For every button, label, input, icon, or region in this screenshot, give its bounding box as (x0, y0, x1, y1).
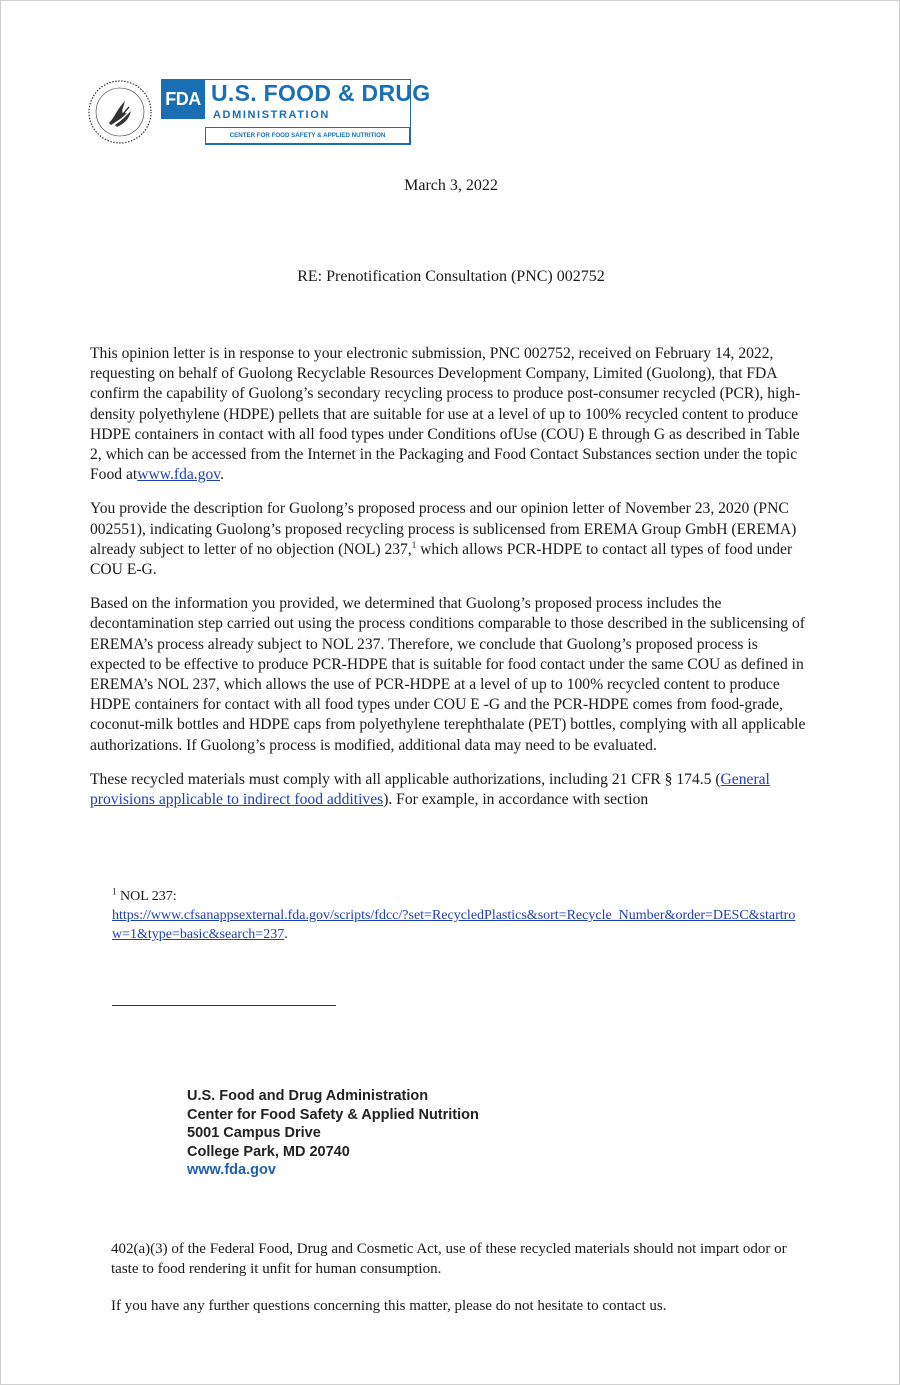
footer-divider (112, 1005, 336, 1006)
footnote-url-end: . (284, 927, 288, 942)
footnote-reference[interactable]: 1 (411, 539, 417, 550)
footnote-url-link[interactable]: https://www.cfsanappsexternal.fda.gov/scripts/fdcc/?set=RecycledPlastics&sort=Recycle_Number&order=DESC&startrow=1&type=basic&search=237 (112, 908, 796, 942)
footnote-label (112, 887, 802, 906)
paragraph-2 (90, 499, 814, 580)
fda-address-block (187, 1087, 479, 1180)
fda-abbrev-box: FDA (161, 79, 205, 119)
continuation-paragraph-1: 402(a)(3) of the Federal Food, Drug and Cosmetic Act, use of these recycled materials should not impart odor or taste to food rendering it unfit for human consumption. (111, 1241, 787, 1277)
cfr-general-provisions-link[interactable]: General provisions applicable to indirect food additives (90, 770, 770, 809)
letter-body (90, 344, 814, 824)
fda-logo-title: U.S. FOOD & DRUG (211, 80, 431, 106)
paragraph-2-text: You provide the description for Guolong’s proposed process and our opinion letter of November 23, 2020 (PNC 002551), indicating Guolong’s proposed recycling process is sublicensed from EREMA Group GmbH (EREMA) already subject to letter of no objection (NOL) 237, (90, 500, 797, 558)
address-line-4: College Park, MD 20740 (187, 1143, 350, 1160)
paragraph-1-end: . (220, 466, 224, 484)
footnote (112, 887, 802, 944)
footnote-label-text: NOL 237: (116, 889, 177, 904)
address-line-1: U.S. Food and Drug Administration (187, 1088, 429, 1104)
continuation-text (111, 1239, 811, 1333)
footnote-marker: 1 (112, 886, 117, 897)
paragraph-4 (90, 770, 814, 810)
address-line-2: Center for Food Safety & Applied Nutrition (187, 1106, 479, 1123)
letter-date: March 3, 2022 (404, 177, 498, 194)
paragraph-1-text: This opinion letter is in response to your electronic submission, PNC 002752, received on February 14, 2022, requesting on behalf of Guolong Recyclable Resources Development Company, Limited (Guolong), that FDA confirm the capability of Guolong’s secondary recycling process to produce post-consumer recycled (PCR), high-density polyethylene (HDPE) pellets that are suitable for use at a level of up to 100% recycled content to produce HDPE containers in contact with all food types under Conditions ofUse (COU) E through G as described in Table 2, which can be accessed from the Internet in the Packaging and Food Contact Substances section under the topic Food at (90, 345, 801, 484)
fda-logo-admin: ADMINISTRATION (213, 109, 330, 121)
re-line: RE: Prenotification Consultation (PNC) 002752 (297, 268, 605, 285)
hhs-seal-icon (87, 79, 153, 145)
address-website[interactable]: www.fda.gov (187, 1162, 276, 1178)
continuation-paragraph-2: If you have any further questions concerning this matter, please do not hesitate to contact us. (111, 1298, 667, 1314)
address-line-3: 5001 Campus Drive (187, 1125, 321, 1141)
fda-website-link[interactable]: www.fda.gov (137, 466, 221, 484)
paragraph-4-end: ). For example, in accordance with section (383, 791, 649, 809)
fda-logo (161, 79, 431, 145)
fda-logo-center: CENTER FOR FOOD SAFETY & APPLIED NUTRITION (205, 127, 410, 144)
paragraph-4-text: These recycled materials must comply with all applicable authorizations, including 21 CFR § 174.5 ( (90, 770, 721, 788)
footnote-url-line (112, 906, 802, 944)
paragraph-3: Based on the information you provided, we determined that Guolong’s proposed process includes the decontamination step carried out using the process conditions comparable to those described in the sublicensing of EREMA’s process already subject to NOL 237. Therefore, we conclude that Guolong’s proposed process is expected to be effective to produce PCR-HDPE that is suitable for food contact under the same COU as defined in EREMA’s NOL 237, which allows the use of PCR-HDPE at a level of up to 100% recycled content to produce HDPE containers for contact with all food types under COU E -G and the PCR-HDPE comes from food-grade, coconut-milk bottles and HDPE caps from polyethylene terephthalate (PET) bottles, complying with all applicable authorizations. If Guolong’s process is modified, additional data may need to be evaluated. (90, 595, 806, 754)
paragraph-1 (90, 344, 814, 485)
paragraph-2-end: which allows PCR-HDPE to contact all types of food under COU E-G. (90, 540, 793, 579)
